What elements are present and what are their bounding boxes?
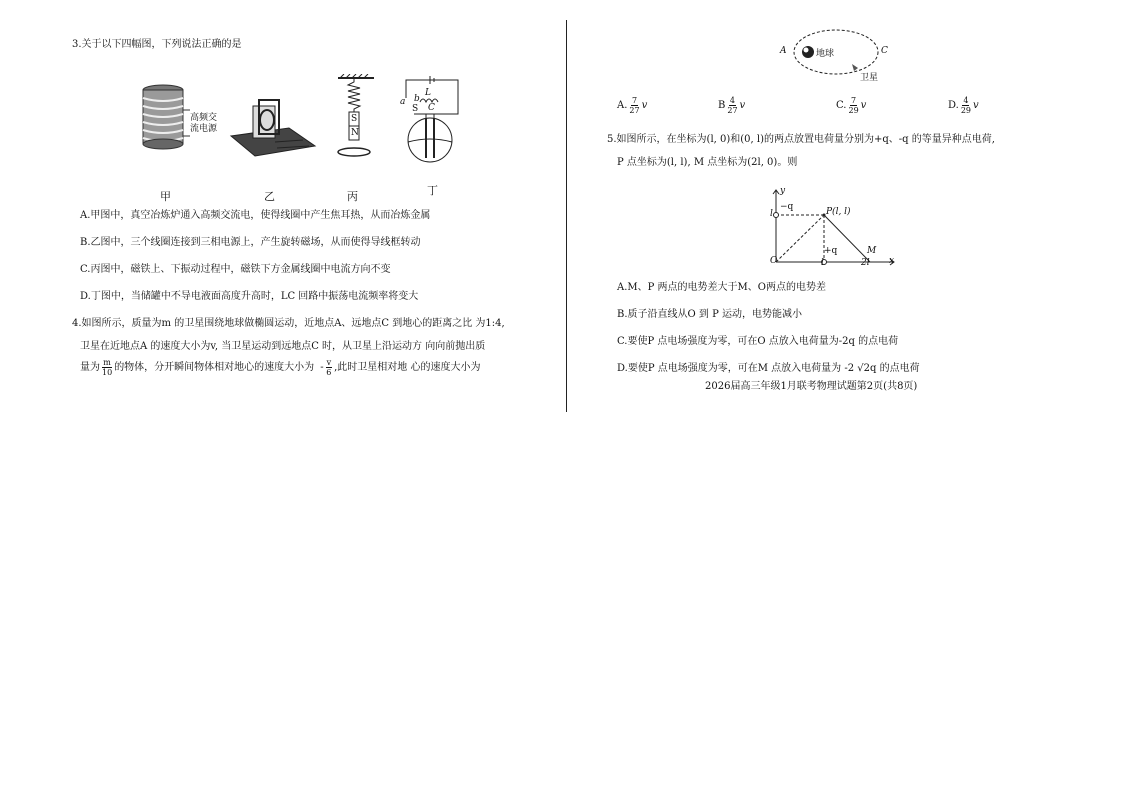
q4-frac-m [102,358,112,377]
q4-line-2: 卫星在近地点A 的速度大小为v, 当卫星运动到远地点C 时，从卫星上沿运动方 向向前抛出质 [80,341,486,352]
q5-line-2: P 点坐标为(l, l), M 点坐标为(2l, 0)。则 [617,157,798,168]
q4-option-b-unit: v [739,100,746,111]
q3-fig4-c: C [428,103,435,113]
q4-line-3-c: ,此时卫星相对地 心的速度大小为 [334,362,481,373]
q5-fig-posq: +q [824,246,838,256]
q4-option-a-den: 27 [629,106,640,115]
q4-frac-v-sign: - [320,362,324,373]
q3-figure-yi [225,92,317,158]
q5-option-c: C.要使P 点电场强度为零，可在O 点放入电荷量为-2q 的点电荷 [617,336,899,347]
q3-fig4-l: L [425,88,431,98]
q4-fig-c: C [881,46,888,56]
q4-line-3-b: 的物体，分开瞬间物体相对地心的速度大小为 [114,362,315,373]
q3-figure-jia [138,80,238,154]
q4-option-a-unit: v [641,100,648,111]
q5-fig-o: O [770,256,778,266]
q5-fig-x: x [889,256,895,266]
q5-option-b: B.质子沿直线从O 到 P 运动，电势能减小 [617,309,802,320]
q3-fig4-a: a [400,97,406,107]
q4-option-a [617,96,647,115]
q4-frac-v-den: 6 [326,368,332,377]
q3-fig4-s: S [412,104,419,114]
q5-fig-ly: l [770,209,773,219]
q4-line-3 [80,358,480,377]
q4-option-c-den: 29 [848,106,859,115]
q4-line-1: 4.如图所示，质量为m 的卫星围绕地球做椭圆运动，近地点A、远地点C 到地心的距离之比 为1:4, [72,318,505,329]
q4-option-b [718,96,745,115]
q4-option-d-letter: D. [948,100,959,111]
q4-option-c [836,96,866,115]
q4-option-a-letter: A. [617,100,628,111]
q4-frac-v-num: v [326,358,332,367]
q5-option-a: A.M、P 两点的电势差大于M、O两点的电势差 [617,282,826,293]
q3-option-d: D.丁图中，当储罐中不导电液面高度升高时，LC 回路中振荡电流频率将变大 [80,291,419,302]
q3-fig4-b: b [414,94,420,104]
q5-fig-y: y [780,186,786,196]
column-divider [566,20,567,412]
q5-line-1: 5.如图所示，在坐标为(l, 0)和(0, l)的两点放置电荷量分别为+q、-q 的等量异种点电荷, [607,134,995,145]
q4-frac-m-den: 10 [102,368,113,377]
q3-fig1-label-1: 高频交 [190,113,218,123]
q5-option-d: D.要使P 点电场强度为零，可在M 点放入电荷量为 -2 √2q 的点电荷 [617,363,920,374]
q3-label-jia: 甲 [160,190,171,203]
q5-fig-2l: 2l [861,258,870,268]
q4-option-b-num: 4 [729,96,735,105]
q3-fig3-n: N [351,128,359,138]
q4-frac-m-num: m [103,358,111,367]
q3-figure-ding [396,74,468,166]
q4-option-c-num: 7 [851,96,857,105]
q3-fig1-label-2: 流电源 [190,124,218,134]
q4-option-d [948,96,979,115]
q3-option-a: A.甲图中，真空冶炼炉通入高频交流电，使得线圈中产生焦耳热，从而冶炼金属 [80,210,431,221]
q5-fig-lx: l [821,258,824,268]
q4-line-3-a: 量为 [80,362,100,373]
q3-option-c: C.丙图中，磁铁上、下振动过程中，磁铁下方金属线圈中电流方向不变 [80,264,391,275]
page-footer: 2026届高三年级1月联考物理试题第2页(共8页) [705,381,918,392]
q4-option-c-unit: v [860,100,867,111]
q4-option-d-unit: v [973,100,979,111]
q4-option-b-letter: B [718,100,726,111]
q4-option-d-den: 29 [960,106,972,115]
q3-label-bing: 丙 [347,190,358,203]
q3-label-ding: 丁 [427,184,438,197]
q3-label-yi: 乙 [264,190,275,203]
q4-option-b-den: 27 [727,106,738,115]
q5-fig-p: P(l, l) [826,207,851,217]
q4-fig-a: A [780,46,787,56]
q4-fig-sat: 卫星 [860,73,879,83]
q3-option-b: B.乙图中，三个线圈连接到三相电源上，产生旋转磁场，从而使得导线框转动 [80,237,421,248]
q4-option-d-num: 4 [963,96,969,105]
q3-stem: 3.关于以下四幅图，下列说法正确的是 [72,39,242,50]
q4-frac-v [326,358,333,377]
q3-fig3-s: S [351,114,358,124]
q4-option-c-letter: C. [836,100,847,111]
q4-option-a-num: 7 [631,96,638,105]
q5-fig-negq: −q [780,202,794,212]
q4-fig-earth: 地球 [816,49,835,59]
q5-fig-m: M [867,246,877,256]
